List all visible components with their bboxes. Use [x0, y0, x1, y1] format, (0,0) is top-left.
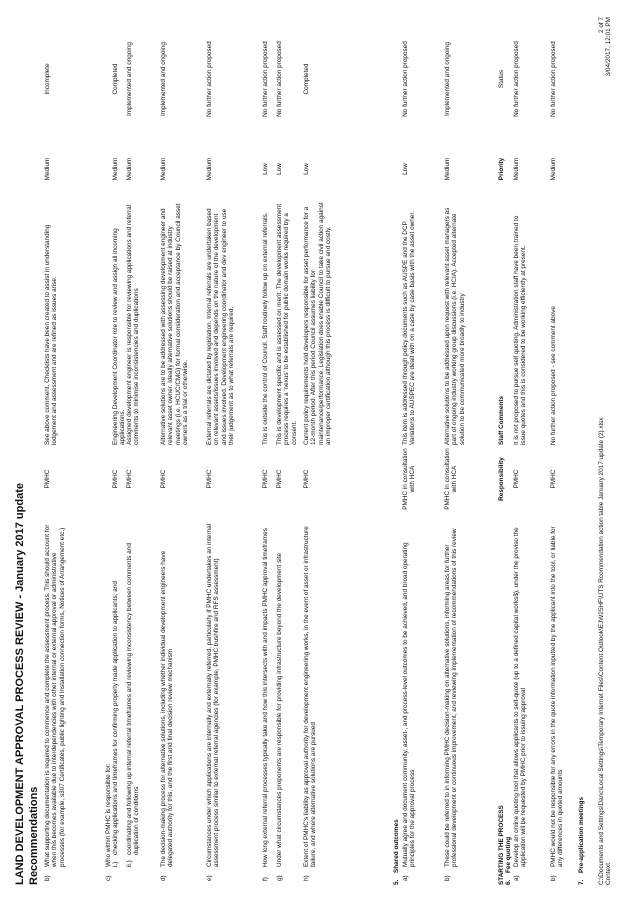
- row-label: b): [444, 875, 451, 881]
- staff-comments-cell: See above comment. Checklists have been created to assist in understanding lodgement and assessment and are refined as issues arise.: [44, 224, 59, 445]
- footer-file-path: C:\Documents and Settings\Danc\Local Settings\Temporary Internet Files\Content.Outlook\EJW25HF\UTS Rcommendation action table January 2017 update (2).xlsx: [598, 417, 605, 885]
- priority-cell: Medium: [206, 157, 213, 181]
- recommendation-text: These could be referred to in informing PMHC decision-making on alternative solutions, informing areas for further professional development or continuous improvement, and reviewing implementation of recommendations of this review: [444, 528, 459, 867]
- status-cell: Completed: [112, 63, 119, 95]
- recommendation-text: Under what circumstances proponents are responsible for providing infrastructure beyond the development site: [276, 552, 283, 867]
- row-label: a): [513, 875, 520, 881]
- status-cell: Implemented and ongoing: [444, 42, 451, 116]
- priority-cell: Medium: [444, 157, 451, 181]
- responsibility-cell: PMHC: [44, 469, 51, 489]
- row-label: b): [44, 875, 51, 881]
- row-label: b): [550, 875, 557, 881]
- row-label: 6.: [505, 879, 512, 885]
- priority-cell: Medium: [112, 157, 119, 181]
- document-subtitle: Recommendations: [28, 786, 40, 885]
- footer-page-number: 2 of 7: [598, 17, 605, 33]
- staff-comments-cell: No further action proposed - see comment above: [550, 306, 557, 445]
- row-label: a): [402, 875, 409, 881]
- status-cell: No further action proposed: [206, 41, 213, 117]
- responsibility-cell: PMHC: [160, 469, 167, 489]
- priority-cell: Medium: [513, 157, 520, 181]
- staff-comments-cell: It is not proposed to pursue self quoting. Administration staff have been trained to issue quotes and this is considered to be working efficiently at present.: [513, 215, 528, 445]
- priority-cell: Priority: [498, 157, 505, 181]
- footer-right: [598, 17, 613, 107]
- priority-cell: Medium: [44, 157, 51, 181]
- status-cell: Completed: [303, 63, 310, 95]
- recommendation-text: Mutually agree and document community, asset-, and process-level outcomes to be achieved, and broad operating principles for the approval process: [402, 542, 417, 867]
- status-cell: No further action proposed: [513, 41, 520, 117]
- recommendation-text: PMHC would not be responsible for any errors in the quote information inputted by the applicant into the tool, or liable for any differences in quoted amounts: [550, 526, 565, 867]
- recommendation-text: Who within PMHC is responsible for:: [105, 763, 112, 867]
- row-label: d): [160, 875, 167, 881]
- row-label: ii.): [126, 860, 133, 867]
- row-label: i.): [112, 861, 119, 867]
- staff-comments-cell: Current policy requirements hold developers responsible for asset performance for a 12-month period. After this period Council assumes liability for maintenance/performance. Legislation does enable Council to take civil action against an improper certification although this process is difficult to pursue and costly.: [303, 202, 333, 445]
- recommendation-text: Develop an online quoting tool that allows applicants to self-quote (up to a defined capital works$), under the proviso the application will be requested by PMHC prior to issuing approval: [513, 527, 528, 867]
- recommendation-text: Circumstances under which applications are internally and externally referred, particularly if PMHC undertakes an internal assessment process similar to external referral agencies (for example, PMHC bushfire and RFS assessment): [206, 523, 221, 867]
- row-label: h): [303, 875, 310, 881]
- staff-comments-cell: Alternative solutions are to be addressed with assessing development engineer and relevant asset owner. Ideally alternative solutions should be raised at industry meetings (i.e. HCUC/CMG) for formal consideration and acceptance by Council asset owners as a trial or otherwise.: [160, 203, 190, 445]
- priority-cell: Medium: [126, 157, 133, 181]
- footer-datetime: 3/04/2017, 12:01 PM: [605, 17, 613, 77]
- staff-comments-cell: Engineering Development Coordinator role to review and assign all incoming applications.: [112, 228, 127, 445]
- status-cell: No further action proposed: [550, 41, 557, 117]
- recommendation-text: checking applications and timeframes for confirming properly made application to applicants; and: [112, 581, 119, 855]
- row-label: f): [262, 877, 269, 881]
- responsibility-cell: PMHC: [262, 469, 269, 489]
- recommendation-text: coordinating and following up internal referral timeframes and reviewing inconsistency between comments and duplication of conditions: [126, 543, 141, 855]
- status-cell: Incomplete: [44, 63, 51, 95]
- responsibility-cell: PMHC: [112, 469, 119, 489]
- staff-comments-cell: Assigned development engineer is responsible for reviewing applications and referral comments to minimise inconsistencies and duplications: [126, 204, 141, 445]
- recommendation-text: Fee quoting: [505, 836, 512, 873]
- document-title: LAND DEVELOPMENT APPROVAL PROCESS REVIEW - January 2017 update: [14, 483, 26, 885]
- staff-comments-cell: This is outside the control of Council. Staff routinely follow up on external referrals.: [262, 212, 269, 445]
- status-cell: No further action proposed: [402, 41, 409, 117]
- status-cell: Status: [498, 69, 505, 89]
- recommendation-text: What supporting documentation is required to commence and complete the assessment process. This should account for when this becomes available due to interdependencies with other internal or external approval or administrative processes (for example, s307 Certificates, public lighting and installation connection forms, Notices of Arrangement etc.): [44, 524, 66, 867]
- row-label: 7.: [578, 879, 585, 885]
- row-label: g): [276, 875, 283, 881]
- status-cell: No further action proposed: [262, 41, 269, 117]
- priority-cell: Low: [276, 163, 283, 175]
- staff-comments-cell: Alternative solutions to be addressed upon request with relevant asset managers as part of ongoing industry working group discussions (i.e. HCIA). Accepted alternate solution to be communicated more broadly to industry: [444, 207, 466, 445]
- footer-left: [598, 418, 613, 885]
- priority-cell: Low: [262, 163, 269, 175]
- responsibility-cell: PMHC in consultation with HCA: [444, 448, 459, 510]
- responsibility-cell: Responsibility: [498, 457, 505, 501]
- staff-comments-cell: Staff Comments: [498, 395, 505, 445]
- row-label: c): [105, 875, 112, 881]
- responsibility-cell: PMHC: [550, 469, 557, 489]
- row-label: e): [206, 875, 213, 881]
- responsibility-cell: PMHC: [303, 469, 310, 489]
- responsibility-cell: PMHC in consultation with HCA: [402, 448, 417, 510]
- staff-comments-cell: External referrals are dictated by legislation. Internal referrals are undertaken based on relevant assets/issues involved and depends on the nature of the development and issues involved. Development engineering coordinator and dev engineer to use their judgement as to what referrals are required.: [206, 208, 236, 445]
- staff-comments-cell: This item is addressed through policy documents such as AUSPE and the DCP. Variations to AUSPEC are dealt with on a case by case basis with the asset owner.: [402, 211, 417, 445]
- recommendation-text: STARTING THE PROCESS: [498, 805, 505, 885]
- footer-sheet-name: Context: [605, 862, 613, 885]
- recommendation-text: Shared outcomes: [393, 819, 400, 873]
- responsibility-cell: PMHC: [276, 469, 283, 489]
- staff-comments-cell: This is development specific and is assessed on merit. The development assessment process requires a 'nexus' to be established for public domain works required by a consent.: [276, 203, 298, 445]
- status-cell: Implemented and ongoing: [160, 42, 167, 116]
- recommendation-text: How long external referral processes typically take and how this intersects with and impacts PMHC approval timeframes: [262, 528, 269, 867]
- row-label: 5.: [393, 879, 400, 885]
- recommendation-text: Pre-application meetings: [578, 797, 585, 873]
- responsibility-cell: PMHC: [126, 469, 133, 489]
- status-cell: No further action proposed: [276, 41, 283, 117]
- responsibility-cell: PMHC: [513, 469, 520, 489]
- priority-cell: Low: [402, 163, 409, 175]
- recommendation-text: Extent of PMHC's liability as approval authority for development engineering works, in the event of asset or infrastructure failure, and where alternative solutions are pursued: [303, 526, 318, 867]
- responsibility-cell: PMHC: [206, 469, 213, 489]
- status-cell: Implemented and ongoing: [126, 42, 133, 116]
- recommendation-text: The decision-making process for alternative solutions, including whether individual development engineers have delegated authority for this, and the first and final decision review mechanism: [160, 550, 175, 867]
- priority-cell: Low: [303, 163, 310, 175]
- priority-cell: Medium: [160, 157, 167, 181]
- priority-cell: Medium: [550, 157, 557, 181]
